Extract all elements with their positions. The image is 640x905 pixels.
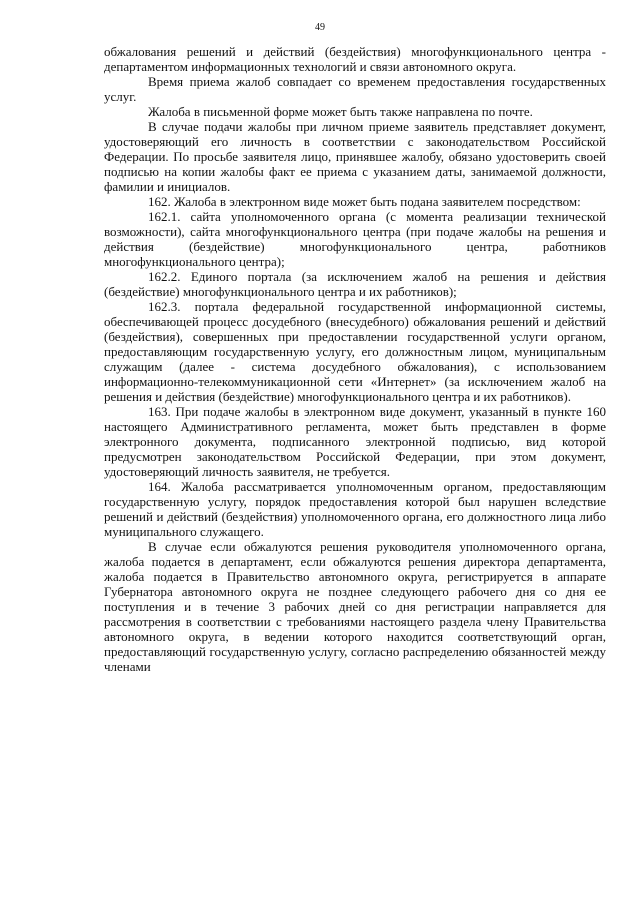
paragraph: 162. Жалоба в электронном виде может быть подана заявителем посредством: — [148, 194, 581, 209]
paragraph: В случае если обжалуются решения руководителя уполномоченного органа, жалоба подается в департамент, если обжалуются решения директора департамента, жалоба подается в Правительство автономного округа, регистрируется в аппарате Губернатора автономного округа не позднее следующего рабочего дня со дня ее поступления и в течение 3 рабочих дней со дня регистрации направляется для рассмотрения в соответствии с требованиями настоящего раздела члену Правительства автономного округа, в ведении которого находится соответствующий орган, предоставляющий государственную услугу, согласно распределению обязанностей между членами — [104, 539, 606, 674]
paragraph: обжалования решений и действий (бездействия) многофункционального центра - департаментом информационных технологий и связи автономного округа. — [104, 44, 606, 74]
document-body — [104, 44, 606, 674]
paragraph: 162.1. сайта уполномоченного органа (с момента реализации технической возможности), сайта многофункционального центра (при подаче жалобы на решения и действия (бездействие) многофункционального центра, работников многофункционального центра); — [104, 209, 606, 269]
paragraph: 163. При подаче жалобы в электронном виде документ, указанный в пункте 160 настоящего Административного регламента, может быть представлен в форме электронного документа, подписанного электронной подписью, вид которой предусмотрен законодательством Российской Федерации, при этом документ, удостоверяющий личность заявителя, не требуется. — [104, 404, 606, 479]
page-number: 49 — [315, 22, 325, 33]
paragraph: 162.2. Единого портала (за исключением жалоб на решения и действия (бездействие) многофункционального центра и их работников); — [104, 269, 606, 299]
paragraph: В случае подачи жалобы при личном приеме заявитель представляет документ, удостоверяющий его личность в соответствии с законодательством Российской Федерации. По просьбе заявителя лицо, принявшее жалобу, обязано удостоверить своей подписью на копии жалобы факт ее приема с указанием даты, занимаемой должности, фамилии и инициалов. — [104, 119, 606, 194]
paragraph: Жалоба в письменной форме может быть также направлена по почте. — [148, 104, 533, 119]
paragraph: 164. Жалоба рассматривается уполномоченным органом, предоставляющим государственную услугу, порядок предоставления которой был нарушен вследствие решений и действий (бездействия) уполномоченного органа, его должностного лица либо муниципального служащего. — [104, 479, 606, 539]
paragraph: 162.3. портала федеральной государственной информационной системы, обеспечивающей процесс досудебного (внесудебного) обжалования решений и действий (бездействия), совершенных при предоставлении государственной услуги органом, предоставляющим государственную услугу, его должностным лицом, муниципальным служащим (далее - система досудебного обжалования), с использованием информационно-телекоммуникационной сети «Интернет» (за исключением жалоб на решения и действия (бездействие) многофункционального центра и их работников). — [104, 299, 606, 404]
paragraph: Время приема жалоб совпадает со временем предоставления государственных услуг. — [104, 74, 606, 104]
